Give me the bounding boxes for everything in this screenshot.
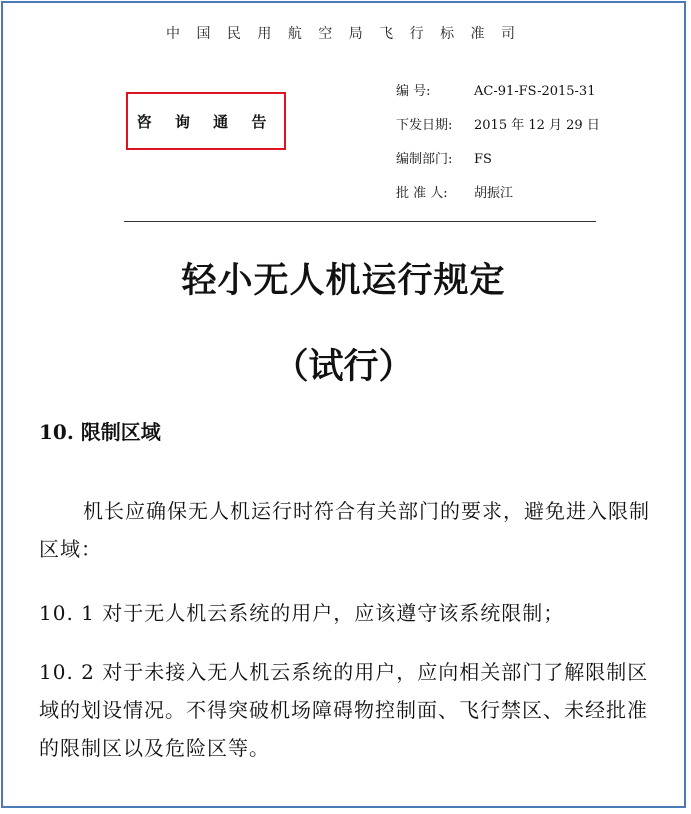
paragraph-10-2: 10. 2 对于未接入无人机云系统的用户，应向相关部门了解限制区域的划设情况。不得突破机场障碍物控制面、飞行禁区、未经批准的限制区以及危险区等。 [39,660,649,760]
meta-label: 编 号: [396,84,431,99]
meta-value: 2015 年 12 月 29 日 [474,118,600,133]
meta-label: 批 准 人: [396,186,448,201]
meta-value: AC-91-FS-2015-31 [474,84,596,99]
meta-value: FS [474,152,492,167]
advisory-circular-stamp [126,92,286,150]
meta-label: 编制部门: [396,152,453,167]
section-heading: 10. 限制区域 [39,420,161,444]
meta-value: 胡振江 [474,186,514,201]
meta-row-issue-date [396,109,600,143]
paragraph-intro: 机长应确保无人机运行时符合有关部门的要求，避免进入限制区域： [39,499,650,561]
meta-row-approver [396,177,600,211]
document-subtitle: （试行） [273,347,414,387]
paragraph-10-1: 10. 1 对于无人机云系统的用户，应该遵守该系统限制； [39,601,565,625]
meta-label: 下发日期: [396,118,453,133]
meta-row-number [396,75,600,109]
issuing-agency: 中 国 民 用 航 空 局 飞 行 标 准 司 [166,26,521,42]
document-title: 轻小无人机运行规定 [181,261,506,301]
meta-row-department [396,143,600,177]
stamp-label: 咨 询 通 告 [136,112,276,131]
document-page [1,1,686,808]
document-meta [396,75,600,211]
divider [124,221,596,222]
